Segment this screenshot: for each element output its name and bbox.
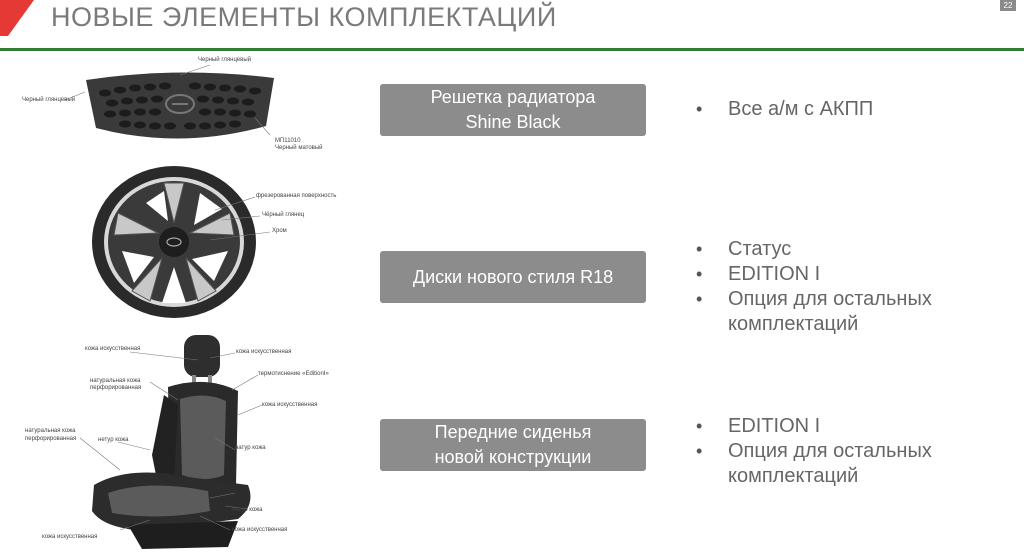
seats-label-box bbox=[380, 419, 646, 471]
seat-callout-4: перфорированная bbox=[90, 385, 142, 391]
wheels-label-line-1: Диски нового стиля R18 bbox=[412, 266, 614, 287]
grille-callout-3: МП11010 bbox=[275, 138, 301, 144]
page-number: 22 bbox=[1000, 0, 1016, 11]
seats-bullet-list bbox=[696, 414, 996, 489]
seat-callout-13: кожа искусственная bbox=[42, 534, 98, 540]
seats-label-line-2: новой конструкции bbox=[434, 447, 592, 467]
grille-callout-4: Черный матовый bbox=[275, 145, 323, 151]
page-title: НОВЫЕ ЭЛЕМЕНТЫ КОМПЛЕКТАЦИЙ bbox=[51, 2, 557, 32]
seat-callout-10: натур кожа bbox=[235, 445, 266, 451]
seat-callout-2: кожа искусственная bbox=[236, 349, 292, 355]
seats-bullet-2: • Опция для остальных комплектаций bbox=[696, 439, 996, 489]
seat-callout-1: кожа искусственная bbox=[85, 346, 141, 352]
grille-bullet-1: • Все а/м с АКПП bbox=[696, 97, 873, 122]
grille-callout-2: Черный глянцевый bbox=[22, 97, 75, 103]
wheel-callout-1: фрезерованная поверхность bbox=[256, 193, 337, 199]
seats-bullet-1: • EDITION I bbox=[696, 414, 996, 439]
wheels-bullet-3: • Опция для остальных комплектаций bbox=[696, 287, 996, 337]
grille-label-line-1: Решетка радиатора bbox=[430, 87, 596, 107]
seat-callout-6: кожа искусственная bbox=[262, 402, 318, 408]
seat-callout-3: натуральная кожа bbox=[90, 378, 141, 384]
seat-callout-5: термотиснение «EditionⅠ» bbox=[258, 371, 329, 377]
seat-callout-9: нетур кожа bbox=[98, 437, 129, 443]
wheel-callout-2: Чёрный глянец bbox=[262, 212, 305, 218]
grille-label-line-2: Shine Black bbox=[465, 112, 561, 132]
wheels-bullet-2: • EDITION I bbox=[696, 262, 996, 287]
seat-callout-8: перфорированная bbox=[25, 436, 77, 442]
wheel-callout-3: Хром bbox=[272, 228, 287, 234]
wheels-bullet-list bbox=[696, 237, 996, 337]
seat-callout-7: натуральная кожа bbox=[25, 428, 76, 434]
grille-callout-1: Черный глянцевый bbox=[198, 57, 251, 63]
seat-callout-11: нетур кожа bbox=[232, 507, 263, 513]
grille-bullet-list bbox=[696, 97, 873, 122]
wheel-callout-lines bbox=[0, 0, 400, 320]
wheels-bullet-1: • Статус bbox=[696, 237, 996, 262]
wheels-label-box bbox=[380, 251, 646, 303]
seats-label-line-1: Передние сиденья bbox=[434, 422, 592, 442]
seat-callout-12: кожа искусственная bbox=[232, 527, 288, 533]
grille-label-box bbox=[380, 84, 646, 136]
